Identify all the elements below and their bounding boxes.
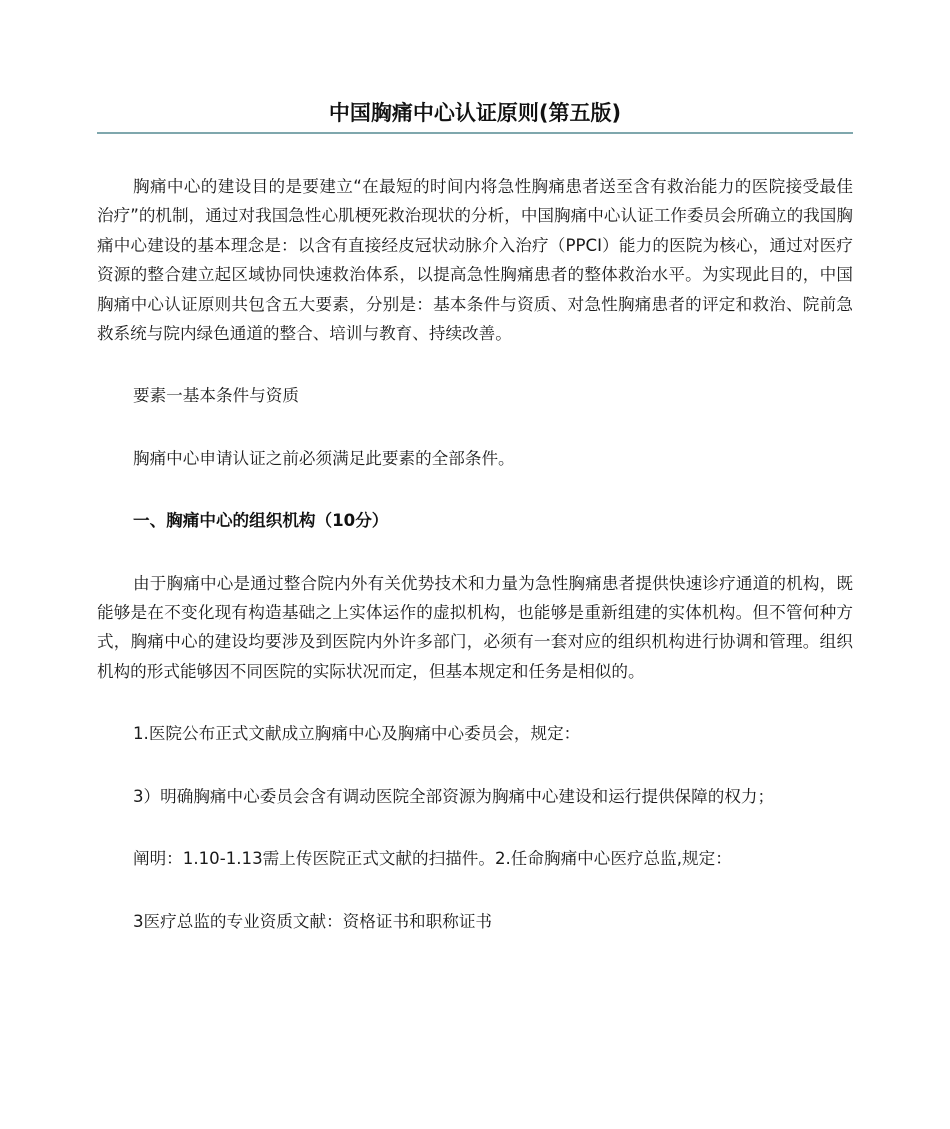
intro-paragraph: 胸痛中心的建设目的是要建立“在最短的时间内将急性胸痛患者送至含有救治能力的医院接受最佳治疗”的机制，通过对我国急性心肌梗死救治现状的分析，中国胸痛中心认证工作委员会所确立的我国胸痛中心建设的基本理念是：以含有直接经皮冠状动脉介入治疗（PPCI）能力的医院为核心，通过对医疗资源的整合建立起区域协同快速救治体系，以提高急性胸痛患者的整体救治水平。为实现此目的，中国胸痛中心认证原则共包含五大要素，分别是：基本条件与资质、对急性胸痛患者的评定和救治、院前急救系统与院内绿色通道的整合、培训与教育、持续改善。: [97, 177, 853, 344]
document-body: [97, 172, 853, 969]
organization-paragraph: 由于胸痛中心是通过整合院内外有关优势技术和力量为急性胸痛患者提供快速诊疗通道的机构，既能够是在不变化现有构造基础之上实体运作的虚拟机构，也能够是重新组建的实体机构。但不管何种方式，胸痛中心的建设均要涉及到医院内外许多部门，必须有一套对应的组织机构进行协调和管理。组织机构的形式能够因不同医院的实际状况而定，但基本规定和任务是相似的。: [97, 573, 853, 681]
item-1-paragraph: 1.医院公布正式文献成立胸痛中心及胸痛中心委员会，规定：: [133, 724, 581, 744]
element-one-title: 要素一基本条件与资质: [133, 386, 299, 406]
section-heading-organization: 一、胸痛中心的组织机构（10分）: [133, 511, 389, 531]
note-paragraph: 阐明：1.10-1.13需上传医院正式文献的扫描件。2.任命胸痛中心医疗总监,规定：: [133, 849, 732, 869]
title-divider: [97, 132, 853, 134]
document-title: 中国胸痛中心认证原则(第五版): [328, 101, 622, 125]
director-docs-paragraph: 3医疗总监的专业资质文献：资格证书和职称证书: [133, 911, 493, 931]
item-3-paragraph: 3）明确胸痛中心委员会含有调动医院全部资源为胸痛中心建设和运行提供保障的权力；: [133, 786, 775, 806]
element-one-requirement: 胸痛中心申请认证之前必须满足此要素的全部条件。: [133, 448, 515, 468]
